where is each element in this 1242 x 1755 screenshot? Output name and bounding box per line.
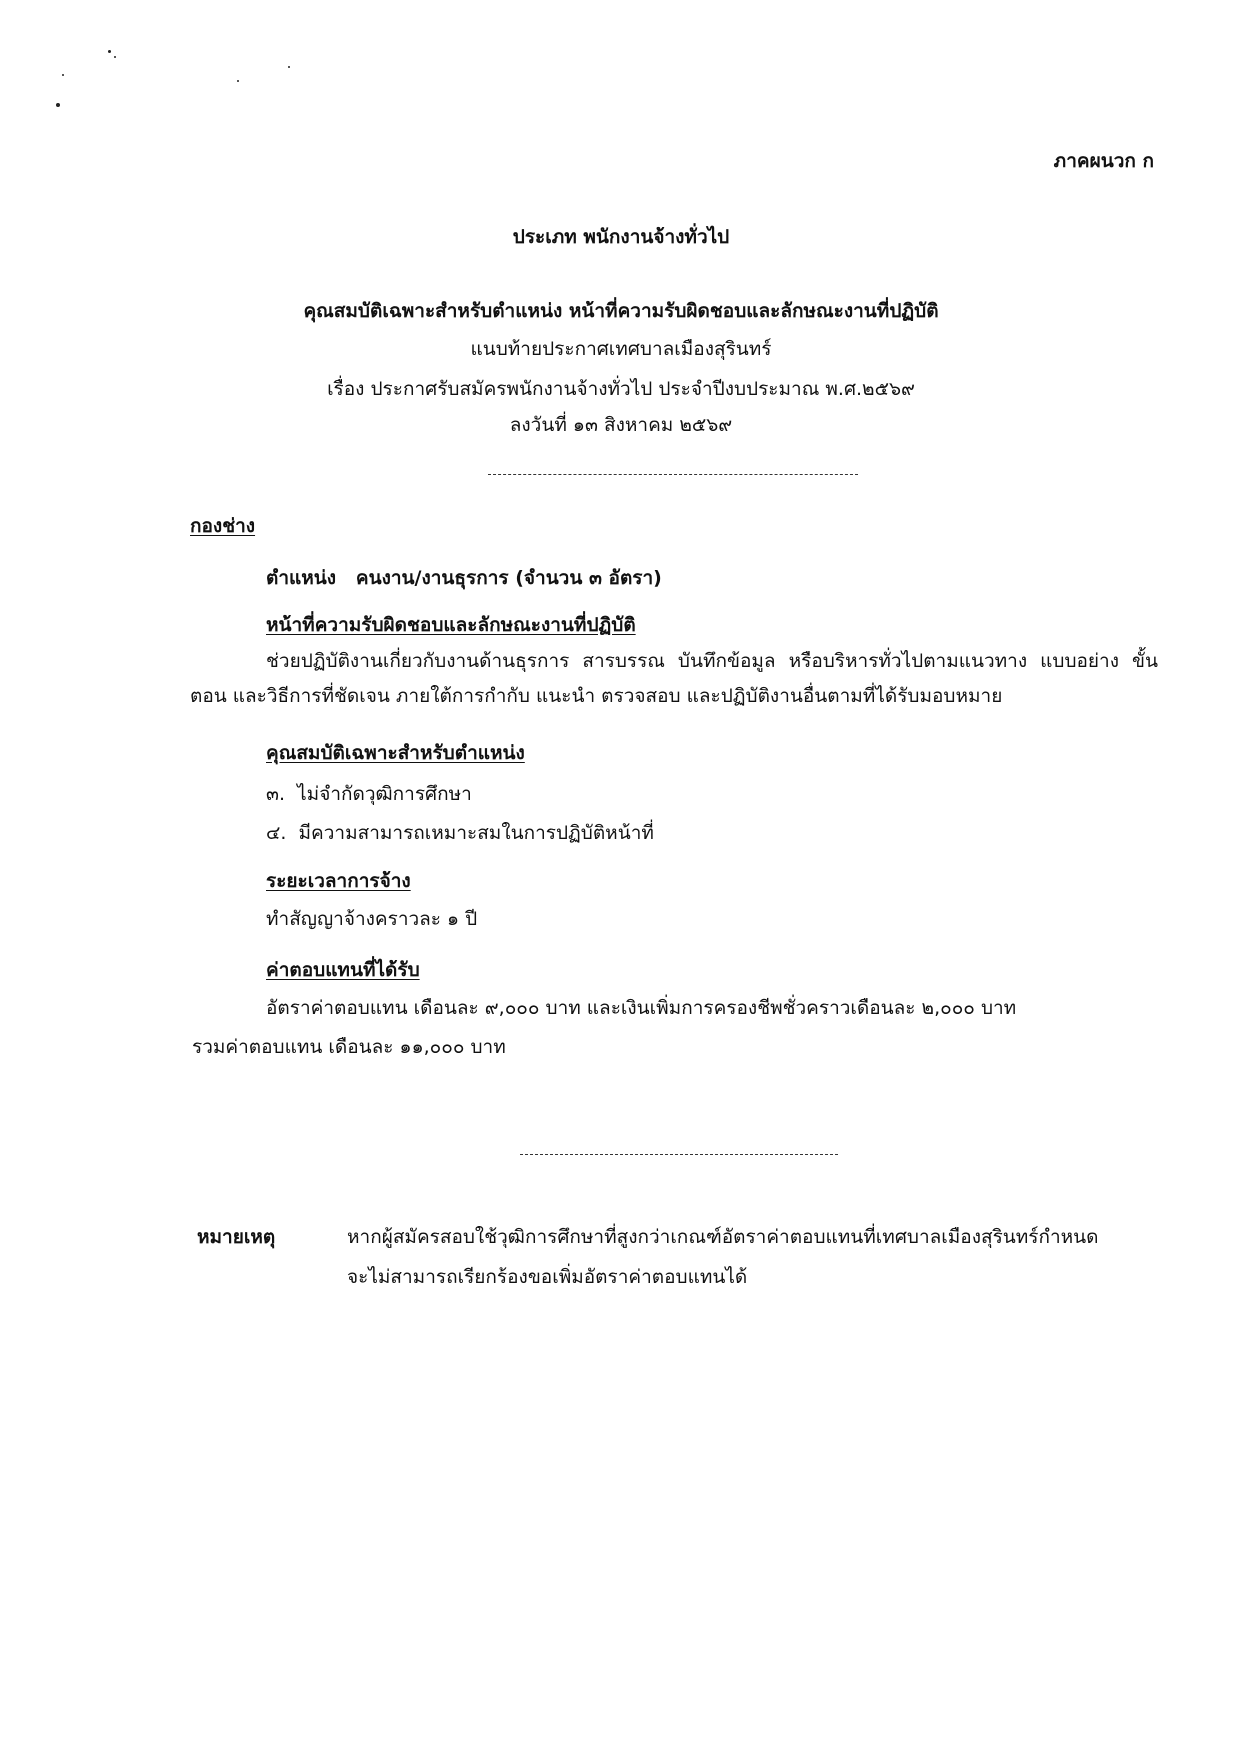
- divider: [520, 1154, 838, 1155]
- subject-line: เรื่อง ประกาศรับสมัครพนักงานจ้างทั่วไป ประจำปีงบประมาณ พ.ศ.๒๕๖๙: [327, 378, 915, 400]
- scan-speck: [114, 56, 116, 58]
- note-label: หมายเหตุ: [197, 1226, 276, 1248]
- compensation-rate: อัตราค่าตอบแทน เดือนละ ๙,๐๐๐ บาท และเงินเพิ่มการครองชีพชั่วคราวเดือนละ ๒,๐๐๐ บาท: [266, 997, 1017, 1019]
- divider: [488, 474, 858, 475]
- scan-speck: [56, 103, 60, 107]
- qualification-number: ๔.: [266, 822, 287, 844]
- qualification-item: [266, 779, 472, 809]
- qualification-item: [266, 818, 654, 848]
- position-title: คนงาน/งานธุรการ (จำนวน ๓ อัตรา): [355, 567, 662, 589]
- scan-speck: [237, 80, 239, 82]
- note-text: จะไม่สามารถเรียกร้องขอเพิ่มอัตราค่าตอบแทนได้: [347, 1266, 748, 1288]
- qualifications-heading: คุณสมบัติเฉพาะสำหรับตำแหน่ง: [266, 742, 525, 764]
- qualification-number: ๓.: [266, 783, 286, 805]
- duties-text: ช่วยปฏิบัติงานเกี่ยวกับงานด้านธุรการ สารบรรณ บันทึกข้อมูล หรือบริหารทั่วไปตามแนวทาง แบบอย่าง ขั้นตอน และวิธีการที่ชัดเจน ภายใต้การกำกับ แนะนำ ตรวจสอบ และปฏิบัติงานอื่นตามที่ได้รับมอบหมาย: [190, 650, 1158, 707]
- type-heading: ประเภท พนักงานจ้างทั่วไป: [512, 226, 730, 248]
- division-heading: กองช่าง: [190, 515, 256, 537]
- appendix-label: ภาคผนวก ก: [1053, 150, 1154, 172]
- document-title: คุณสมบัติเฉพาะสำหรับตำแหน่ง หน้าที่ความรับผิดชอบและลักษณะงานที่ปฏิบัติ: [303, 300, 939, 322]
- term-text: ทำสัญญาจ้างคราวละ ๑ ปี: [266, 908, 478, 930]
- qualification-text: มีความสามารถเหมาะสมในการปฏิบัติหน้าที่: [298, 822, 654, 844]
- duties-heading: หน้าที่ความรับผิดชอบและลักษณะงานที่ปฏิบัติ: [266, 614, 636, 636]
- term-heading: ระยะเวลาการจ้าง: [266, 870, 411, 892]
- annex-line: แนบท้ายประกาศเทศบาลเมืองสุรินทร์: [470, 338, 772, 360]
- position-line: [266, 563, 662, 593]
- scan-speck: [288, 66, 290, 68]
- note-text: หากผู้สมัครสอบใช้วุฒิการศึกษาที่สูงกว่าเกณฑ์อัตราค่าตอบแทนที่เทศบาลเมืองสุรินทร์กำหนด: [347, 1226, 1099, 1248]
- qualification-text: ไม่จำกัดวุฒิการศึกษา: [297, 783, 472, 805]
- compensation-heading: ค่าตอบแทนที่ได้รับ: [266, 959, 420, 981]
- compensation-total: รวมค่าตอบแทน เดือนละ ๑๑,๐๐๐ บาท: [192, 1036, 506, 1058]
- scan-speck: [62, 74, 64, 76]
- position-label: ตำแหน่ง: [266, 567, 337, 589]
- date-line: ลงวันที่ ๑๓ สิงหาคม ๒๕๖๙: [509, 414, 733, 436]
- scan-speck: [108, 50, 111, 53]
